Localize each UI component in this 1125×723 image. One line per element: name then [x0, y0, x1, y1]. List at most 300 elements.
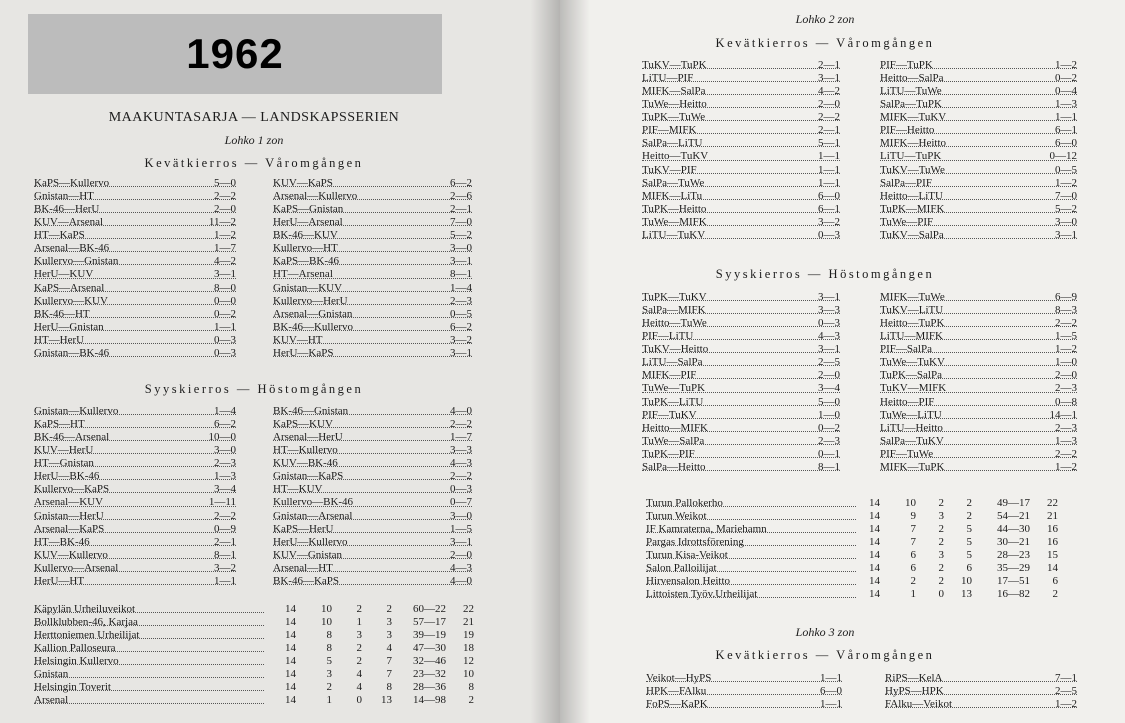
- result-row: [880, 343, 1077, 356]
- result-row: [880, 330, 1077, 343]
- match-score: 3—2: [450, 333, 472, 346]
- match-teams: HerU—Gnistan: [34, 320, 104, 333]
- result-row: [273, 418, 472, 431]
- standings-won: 10: [905, 497, 916, 509]
- match-score: 2—2: [1055, 317, 1077, 330]
- group-3-spring-results-right: [885, 672, 1077, 711]
- standings-points: 18: [463, 642, 474, 654]
- standings-played: 14: [285, 681, 296, 693]
- standings-row: [646, 575, 1082, 588]
- match-teams: RiPS—KelA: [885, 672, 943, 684]
- standings-points: 10: [463, 668, 474, 680]
- match-teams: Arsenal—KaPS: [34, 522, 105, 535]
- result-row: [34, 321, 236, 334]
- match-teams: LiTU—PIF: [642, 72, 694, 85]
- result-row: [34, 255, 236, 268]
- standings-lost: 7: [386, 655, 392, 667]
- match-score: 6—0: [820, 685, 842, 698]
- match-score: 3—1: [450, 535, 472, 548]
- match-score: 7—0: [450, 216, 472, 229]
- match-teams: TuKV—PIF: [642, 163, 697, 176]
- standings-won: 10: [321, 603, 332, 615]
- match-teams: KaPS—BK-46: [273, 255, 340, 268]
- series-title: MAAKUNTASARJA — LANDSKAPSSERIEN: [108, 110, 400, 125]
- match-teams: Heitto—SalPa: [880, 72, 944, 85]
- standings-points: 12: [463, 655, 474, 667]
- match-score: 2—5: [818, 356, 840, 369]
- result-row: [642, 317, 840, 330]
- match-score: 3—2: [818, 215, 840, 228]
- match-score: 2—2: [214, 190, 236, 203]
- result-row: [273, 282, 472, 295]
- match-teams: SalPa—Heitto: [642, 460, 706, 473]
- group-3-spring-results-left: [646, 672, 842, 711]
- result-row: [880, 203, 1077, 216]
- result-row: [642, 137, 840, 150]
- result-row: [642, 177, 840, 190]
- match-teams: TuKV—MIFK: [880, 382, 947, 395]
- match-score: 3—1: [214, 268, 236, 281]
- team-name: Arsenal: [34, 694, 69, 706]
- match-score: 2—3: [214, 457, 236, 470]
- match-teams: HerU—HT: [34, 574, 85, 587]
- result-row: [642, 111, 840, 124]
- match-score: 1—1: [820, 698, 842, 711]
- match-teams: Kullervo—HT: [273, 242, 338, 255]
- match-score: 1—1: [1055, 111, 1077, 124]
- result-row: [273, 321, 472, 334]
- match-teams: MIFK—TuKV: [880, 111, 947, 124]
- result-row: [642, 396, 840, 409]
- match-score: 8—1: [818, 460, 840, 473]
- standings-won: 1: [910, 588, 916, 600]
- right-page: [560, 0, 1125, 723]
- result-row: [273, 203, 472, 216]
- result-row: [885, 698, 1077, 711]
- result-row: [642, 203, 840, 216]
- standings-row: [34, 642, 474, 655]
- standings-played: 14: [869, 536, 880, 548]
- standings-points: 8: [468, 681, 474, 693]
- standings-won: 8: [326, 629, 332, 641]
- result-row: [34, 295, 236, 308]
- match-score: 1—2: [1055, 59, 1077, 71]
- standings-goals: 60—22: [413, 603, 446, 615]
- match-teams: Kullervo—HerU: [273, 294, 348, 307]
- match-teams: TuWe—LiTU: [880, 408, 942, 421]
- match-score: 6—9: [1055, 291, 1077, 303]
- standings-row: [646, 510, 1082, 523]
- standings-points: 6: [1052, 575, 1058, 587]
- standings-row: [646, 549, 1082, 562]
- team-name: Turun Pallokerho: [646, 497, 723, 509]
- result-row: [642, 356, 840, 369]
- match-teams: HerU—Kullervo: [273, 535, 348, 548]
- match-teams: HerU—KaPS: [273, 346, 334, 359]
- result-row: [642, 124, 840, 137]
- result-row: [34, 483, 236, 496]
- match-teams: HT—KaPS: [34, 229, 85, 242]
- match-teams: Kullervo—BK-46: [273, 496, 354, 509]
- team-name: Helsingin Kullervo: [34, 655, 119, 667]
- match-teams: HT—KUV: [273, 483, 323, 496]
- match-teams: MIFK—TuPK: [880, 460, 945, 473]
- match-teams: Arsenal—Kullervo: [273, 190, 358, 203]
- standings-points: 16: [1047, 523, 1058, 535]
- match-teams: FAlku—Veikot: [885, 698, 953, 711]
- match-score: 3—1: [818, 291, 840, 303]
- standings-won: 8: [326, 642, 332, 654]
- team-name: Herttoniemen Urheilijat: [34, 629, 140, 641]
- match-teams: BK-46—KUV: [273, 229, 338, 242]
- match-teams: KUV—HerU: [34, 444, 94, 457]
- match-score: 3—3: [818, 304, 840, 317]
- match-teams: KaPS—HT: [34, 418, 85, 431]
- match-score: 1—1: [818, 163, 840, 176]
- match-teams: BK-46—HT: [34, 307, 90, 320]
- result-row: [34, 347, 236, 360]
- group-2-autumn-results-left: [642, 291, 840, 474]
- match-score: 5—1: [818, 137, 840, 150]
- match-score: 1—0: [1055, 356, 1077, 369]
- match-score: 1—3: [1055, 98, 1077, 111]
- standings-lost: 10: [961, 575, 972, 587]
- match-score: 8—1: [214, 548, 236, 561]
- result-row: [642, 85, 840, 98]
- match-score: 1—2: [1055, 343, 1077, 356]
- match-teams: MIFK—TuWe: [880, 291, 945, 303]
- result-row: [34, 334, 236, 347]
- standings-row: [646, 497, 1082, 510]
- match-teams: Kullervo—KaPS: [34, 483, 110, 496]
- result-row: [642, 330, 840, 343]
- result-row: [642, 190, 840, 203]
- result-row: [880, 448, 1077, 461]
- team-name: Turun Kisa-Veikot: [646, 549, 728, 561]
- group-2-autumn-title: Syyskierros — Höstomgången: [715, 267, 935, 281]
- result-row: [642, 304, 840, 317]
- result-row: [34, 308, 236, 321]
- standings-lost: 3: [386, 629, 392, 641]
- match-teams: TuWe—TuKV: [880, 356, 945, 369]
- result-row: [34, 523, 236, 536]
- match-teams: Gnistan—KUV: [273, 281, 343, 294]
- match-score: 0—2: [214, 307, 236, 320]
- result-row: [642, 216, 840, 229]
- result-row: [34, 470, 236, 483]
- result-row: [880, 229, 1077, 242]
- match-score: 3—4: [818, 382, 840, 395]
- match-score: 2—2: [214, 509, 236, 522]
- standings-played: 14: [285, 694, 296, 706]
- match-teams: TuPK—PIF: [642, 447, 695, 460]
- match-score: 2—2: [450, 418, 472, 431]
- standings-lost: 2: [386, 603, 392, 615]
- match-score: 3—1: [1055, 228, 1077, 241]
- standings-row: [646, 562, 1082, 575]
- match-score: 3—0: [214, 444, 236, 457]
- match-score: 0—8: [1055, 395, 1077, 408]
- team-name: Hirvensalon Heitto: [646, 575, 731, 587]
- standings-points: 14: [1047, 562, 1058, 574]
- match-score: 7—1: [1055, 672, 1077, 684]
- match-score: 8—0: [214, 281, 236, 294]
- standings-goals: 14—98: [413, 694, 446, 706]
- result-row: [273, 295, 472, 308]
- result-row: [642, 448, 840, 461]
- match-score: 2—1: [818, 59, 840, 71]
- match-teams: Heitto—LiTU: [880, 189, 943, 202]
- result-row: [34, 510, 236, 523]
- result-row: [642, 422, 840, 435]
- match-score: 3—3: [450, 444, 472, 457]
- match-teams: Heitto—TuKV: [642, 150, 709, 163]
- standings-goals: 57—17: [413, 616, 446, 628]
- match-teams: SalPa—LiTU: [642, 137, 703, 150]
- match-score: 2—3: [1055, 382, 1077, 395]
- standings-points: 2: [468, 694, 474, 706]
- standings-played: 14: [869, 523, 880, 535]
- result-row: [880, 216, 1077, 229]
- group-1-title: Lohko 1 zon: [224, 133, 284, 147]
- standings-lost: 7: [386, 668, 392, 680]
- match-teams: TuPK—LiTU: [642, 395, 704, 408]
- standings-played: 14: [869, 510, 880, 522]
- result-row: [34, 496, 236, 509]
- result-row: [880, 124, 1077, 137]
- team-name: Turun Weikot: [646, 510, 707, 522]
- standings-row: [646, 523, 1082, 536]
- match-teams: Heitto—TuWe: [642, 317, 707, 330]
- standings-lost: 13: [961, 588, 972, 600]
- match-teams: TuWe—PIF: [880, 215, 934, 228]
- result-row: [880, 304, 1077, 317]
- match-score: 4—3: [818, 330, 840, 343]
- standings-played: 14: [869, 575, 880, 587]
- match-teams: KUV—KaPS: [273, 177, 333, 189]
- match-teams: KaPS—Gnistan: [273, 203, 344, 216]
- group-1-autumn-title: Syyskierros — Höstomgången: [144, 382, 364, 396]
- standings-row: [34, 629, 474, 642]
- match-score: 0—9: [214, 522, 236, 535]
- match-score: 11—2: [208, 216, 236, 229]
- result-row: [880, 150, 1077, 163]
- match-teams: TuPK—MIFK: [880, 202, 945, 215]
- match-score: 3—1: [818, 72, 840, 85]
- group-2-autumn-results-right: [880, 291, 1077, 474]
- standings-played: 14: [285, 668, 296, 680]
- result-row: [273, 483, 472, 496]
- match-teams: HerU—KUV: [34, 268, 94, 281]
- match-score: 2—1: [818, 124, 840, 137]
- match-teams: TuKV—SalPa: [880, 228, 944, 241]
- match-teams: HT—HerU: [34, 333, 85, 346]
- standings-row: [646, 588, 1082, 601]
- standings-drawn: 2: [356, 655, 362, 667]
- match-teams: BK-46—Gnistan: [273, 405, 349, 417]
- group-2-title: Lohko 2 zon: [795, 12, 855, 26]
- result-row: [642, 461, 840, 474]
- match-teams: SalPa—MIFK: [642, 304, 706, 317]
- match-score: 2—6: [450, 190, 472, 203]
- match-teams: KUV—BK-46: [273, 457, 338, 470]
- match-score: 0—5: [450, 307, 472, 320]
- standings-played: 14: [285, 616, 296, 628]
- result-row: [273, 347, 472, 360]
- team-name: Helsingin Toverit: [34, 681, 111, 693]
- match-teams: HyPS—HPK: [885, 685, 944, 698]
- standings-played: 14: [285, 603, 296, 615]
- result-row: [646, 672, 842, 685]
- result-row: [34, 177, 236, 190]
- match-score: 1—11: [208, 496, 236, 509]
- match-teams: KaPS—Kullervo: [34, 177, 110, 189]
- result-row: [34, 575, 236, 588]
- standings-won: 6: [910, 562, 916, 574]
- standings-drawn: 2: [938, 536, 944, 548]
- result-row: [273, 575, 472, 588]
- standings-points: 22: [1047, 497, 1058, 509]
- match-teams: FoPS—KaPK: [646, 698, 708, 711]
- match-teams: LiTU—TuWe: [880, 85, 942, 98]
- standings-won: 2: [910, 575, 916, 587]
- match-score: 3—0: [450, 242, 472, 255]
- match-teams: Arsenal—HT: [273, 561, 333, 574]
- result-row: [34, 282, 236, 295]
- match-score: 4—2: [214, 255, 236, 268]
- result-row: [273, 562, 472, 575]
- match-score: 1—2: [1055, 176, 1077, 189]
- match-teams: SalPa—TuWe: [642, 176, 705, 189]
- standings-points: 16: [1047, 536, 1058, 548]
- standings-lost: 3: [386, 616, 392, 628]
- match-score: 1—5: [1055, 330, 1077, 343]
- match-score: 1—1: [818, 176, 840, 189]
- match-score: 2—1: [450, 203, 472, 216]
- match-teams: Gnistan—Arsenal: [273, 509, 353, 522]
- match-score: 5—2: [450, 229, 472, 242]
- result-row: [642, 229, 840, 242]
- result-row: [34, 562, 236, 575]
- result-row: [273, 177, 472, 190]
- match-teams: Gnistan—HT: [34, 190, 94, 203]
- standings-goals: 16—82: [997, 588, 1030, 600]
- match-score: 1—7: [450, 431, 472, 444]
- match-teams: KUV—Gnistan: [273, 548, 343, 561]
- match-teams: HT—Arsenal: [273, 268, 333, 281]
- match-score: 4—3: [450, 561, 472, 574]
- standings-points: 22: [463, 603, 474, 615]
- standings-drawn: 2: [356, 642, 362, 654]
- standings-points: 21: [463, 616, 474, 628]
- match-score: 6—2: [450, 177, 472, 189]
- result-row: [880, 409, 1077, 422]
- match-score: 1—1: [818, 150, 840, 163]
- match-teams: Veikot—HyPS: [646, 672, 712, 684]
- match-score: 0—7: [450, 496, 472, 509]
- standings-goals: 49—17: [997, 497, 1030, 509]
- group-2-spring-results-right: [880, 59, 1077, 242]
- standings-drawn: 4: [356, 668, 362, 680]
- match-teams: HerU—BK-46: [34, 470, 100, 483]
- match-teams: PIF—MIFK: [642, 124, 697, 137]
- match-score: 2—0: [450, 548, 472, 561]
- match-score: 1—2: [214, 229, 236, 242]
- standings-played: 14: [869, 588, 880, 600]
- match-teams: Kullervo—Arsenal: [34, 561, 119, 574]
- standings-won: 7: [910, 523, 916, 535]
- standings-row: [34, 694, 474, 707]
- match-score: 2—0: [1055, 369, 1077, 382]
- standings-drawn: 0: [938, 588, 944, 600]
- standings-played: 14: [869, 562, 880, 574]
- standings-lost: 13: [381, 694, 392, 706]
- match-teams: TuKV—Heitto: [642, 343, 709, 356]
- match-teams: TuWe—Heitto: [642, 98, 707, 111]
- standings-drawn: 4: [356, 681, 362, 693]
- match-score: 1—1: [214, 320, 236, 333]
- result-row: [880, 461, 1077, 474]
- result-row: [880, 177, 1077, 190]
- result-row: [34, 405, 236, 418]
- result-row: [273, 510, 472, 523]
- match-score: 6—2: [450, 320, 472, 333]
- match-teams: LiTU—SalPa: [642, 356, 703, 369]
- match-score: 8—1: [450, 268, 472, 281]
- match-teams: Kullervo—KUV: [34, 294, 108, 307]
- result-row: [273, 405, 472, 418]
- match-score: 1—3: [214, 470, 236, 483]
- match-score: 3—2: [214, 561, 236, 574]
- match-score: 2—5: [1055, 685, 1077, 698]
- match-score: 3—1: [818, 343, 840, 356]
- standings-row: [34, 603, 474, 616]
- group-3-title: Lohko 3 zon: [795, 625, 855, 639]
- standings-row: [34, 655, 474, 668]
- match-teams: TuPK—SalPa: [880, 369, 942, 382]
- match-teams: SalPa—TuKV: [880, 434, 944, 447]
- match-score: 10—0: [208, 431, 236, 444]
- match-score: 1—1: [214, 574, 236, 587]
- match-score: 1—0: [818, 408, 840, 421]
- result-row: [880, 190, 1077, 203]
- standings-goals: 30—21: [997, 536, 1030, 548]
- result-row: [880, 396, 1077, 409]
- match-teams: LiTU—Heitto: [880, 421, 943, 434]
- match-score: 0—12: [1049, 150, 1077, 163]
- result-row: [273, 536, 472, 549]
- match-score: 2—3: [1055, 421, 1077, 434]
- result-row: [34, 229, 236, 242]
- result-row: [273, 457, 472, 470]
- result-row: [880, 382, 1077, 395]
- team-name: Littoisten Työv.Urheilijat: [646, 588, 758, 600]
- standings-goals: 44—30: [997, 523, 1030, 535]
- result-row: [880, 137, 1077, 150]
- match-score: 1—4: [450, 281, 472, 294]
- standings-drawn: 2: [938, 562, 944, 574]
- match-score: 14—1: [1049, 408, 1077, 421]
- match-teams: KUV—HT: [273, 333, 323, 346]
- match-teams: KaPS—KUV: [273, 418, 333, 431]
- match-score: 2—2: [1055, 447, 1077, 460]
- standings-drawn: 0: [356, 694, 362, 706]
- match-score: 2—0: [818, 98, 840, 111]
- result-row: [642, 409, 840, 422]
- match-score: 1—2: [1055, 460, 1077, 473]
- match-score: 5—0: [214, 177, 236, 189]
- match-score: 6—0: [1055, 137, 1077, 150]
